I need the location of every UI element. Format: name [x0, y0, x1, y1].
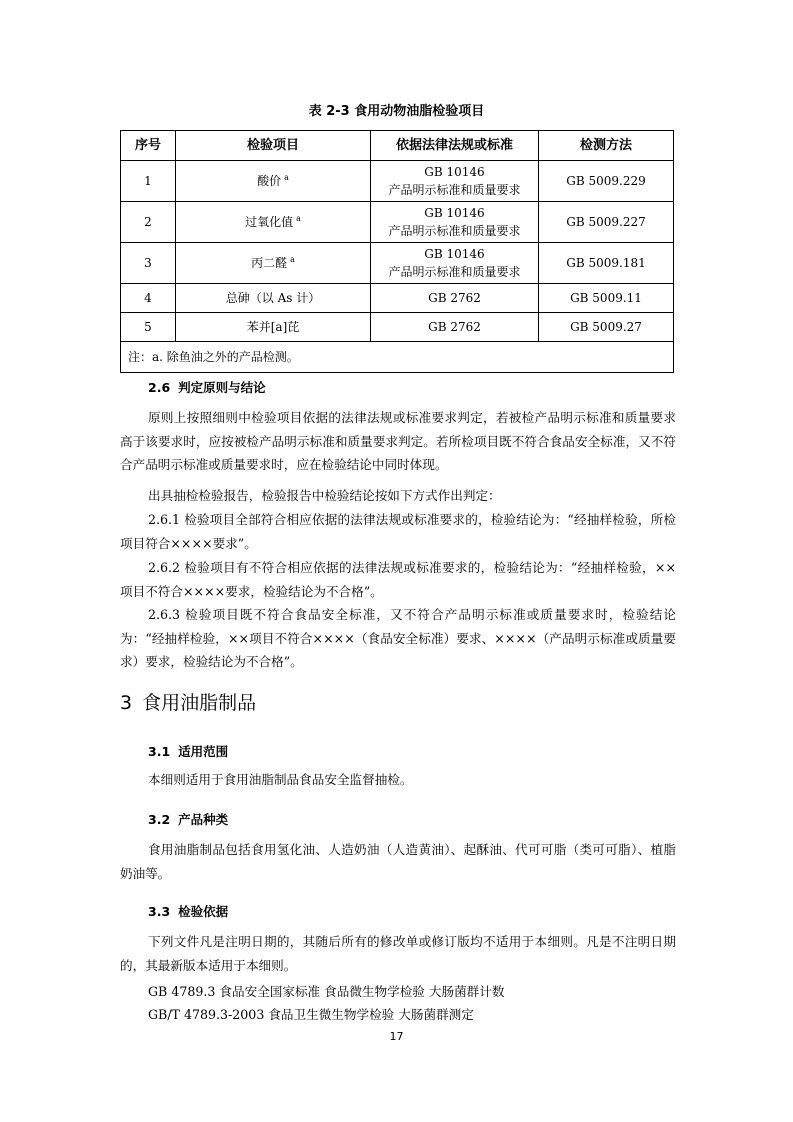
row-method: GB 5009.229: [539, 161, 674, 202]
section-title: 产品种类: [178, 812, 229, 827]
table-row: [121, 243, 674, 284]
table-row: [121, 161, 674, 202]
row-method: GB 5009.27: [539, 313, 674, 342]
row-basis: [371, 161, 539, 202]
table-header-row: [121, 131, 674, 161]
item-name: 过氧化值: [245, 215, 294, 229]
table-note: 注：a. 除鱼油之外的产品检测。: [121, 342, 674, 373]
paragraph: 2.6.2 检验项目有不符合相应依据的法律法规或标准要求的，检验结论为：“经抽样检验，××项目不符合××××要求，检验结论为不合格”。: [120, 560, 676, 599]
section-heading-3-1: [148, 742, 228, 760]
section-heading-2-6: [148, 378, 266, 396]
chapter-heading-3: [120, 688, 256, 715]
paragraph: 下列文件凡是注明日期的，其随后所有的修改单或修订版均不适用于本细则。凡是不注明日期的，其最新版本适用于本细则。: [120, 934, 676, 973]
row-item: 总砷（以 As 计）: [176, 284, 371, 313]
row-item: [176, 202, 371, 243]
section-heading-3-2: [148, 810, 228, 828]
row-method: GB 5009.11: [539, 284, 674, 313]
paragraph: 2.6.1 检验项目全部符合相应依据的法律法规或标准要求的，检验结论为：“经抽样检验，所检项目符合××××要求”。: [120, 512, 676, 551]
chapter-number: 3: [120, 692, 133, 714]
header-item: 检验项目: [176, 131, 371, 161]
basis-line: GB 10146: [424, 247, 485, 261]
row-method: GB 5009.181: [539, 243, 674, 284]
table-row: [121, 202, 674, 243]
row-basis: GB 2762: [371, 284, 539, 313]
table-row: [121, 284, 674, 313]
table-caption: 表 2-3 食用动物油脂检验项目: [308, 104, 485, 119]
header-no: 序号: [121, 131, 176, 161]
item-name: 酸价: [257, 174, 282, 188]
section-title: 检验依据: [178, 904, 229, 919]
row-no: 5: [121, 313, 176, 342]
row-no: 1: [121, 161, 176, 202]
row-basis: GB 2762: [371, 313, 539, 342]
page-number: 17: [389, 1030, 404, 1043]
row-method: GB 5009.227: [539, 202, 674, 243]
section-heading-3-3: [148, 902, 228, 920]
section-title: 判定原则与结论: [178, 380, 266, 395]
header-method: 检测方法: [539, 131, 674, 161]
basis-line: GB 10146: [424, 206, 485, 220]
row-item: 苯并[a]芘: [176, 313, 371, 342]
basis-line: 产品明示标准和质量要求: [388, 265, 521, 279]
paragraph: 食用油脂制品包括食用氢化油、人造奶油（人造黄油）、起酥油、代可可脂（类可可脂）、植脂奶油等。: [120, 842, 676, 881]
paragraph: 本细则适用于食用油脂制品食品安全监督抽检。: [148, 772, 413, 787]
paragraph: 出具抽检检验报告，检验报告中检验结论按如下方式作出判定：: [148, 488, 501, 503]
footnote-mark: a: [284, 173, 289, 182]
section-number: 2.6: [148, 380, 171, 395]
section-number: 3.1: [148, 744, 171, 759]
reference-line: GB 4789.3 食品安全国家标准 食品微生物学检验 大肠菌群计数: [148, 984, 505, 999]
row-basis: [371, 243, 539, 284]
row-item: [176, 243, 371, 284]
row-item: [176, 161, 371, 202]
section-number: 3.2: [148, 812, 171, 827]
paragraph: 2.6.3 检验项目既不符合食品安全标准，又不符合产品明示标准或质量要求时，检验结论为：“经抽样检验，××项目不符合××××（食品安全标准）要求、××××（产品明示标准或质量要求）要求，检验结论为不合格”。: [120, 607, 676, 669]
item-name: 丙二醛: [251, 256, 288, 270]
row-no: 2: [121, 202, 176, 243]
row-basis: [371, 202, 539, 243]
section-title: 适用范围: [178, 744, 229, 759]
footnote-mark: a: [296, 214, 301, 223]
reference-line: GB/T 4789.3-2003 食品卫生微生物学检验 大肠菌群测定: [148, 1007, 474, 1022]
inspection-items-table: [120, 130, 674, 373]
row-no: 3: [121, 243, 176, 284]
basis-line: 产品明示标准和质量要求: [388, 183, 521, 197]
table-note-row: [121, 342, 674, 373]
header-basis: 依据法律法规或标准: [371, 131, 539, 161]
basis-line: 产品明示标准和质量要求: [388, 224, 521, 238]
footnote-mark: a: [290, 255, 295, 264]
basis-line: GB 10146: [424, 165, 485, 179]
paragraph: 原则上按照细则中检验项目依据的法律法规或标准要求判定，若被检产品明示标准和质量要求高于该要求时，应按被检产品明示标准和质量要求判定。若所检项目既不符合食品安全标准，又不符合产品明示标准或质量要求时，应在检验结论中同时体现。: [120, 410, 676, 472]
section-number: 3.3: [148, 904, 171, 919]
row-no: 4: [121, 284, 176, 313]
chapter-title: 食用油脂制品: [142, 692, 257, 714]
table-row: [121, 313, 674, 342]
